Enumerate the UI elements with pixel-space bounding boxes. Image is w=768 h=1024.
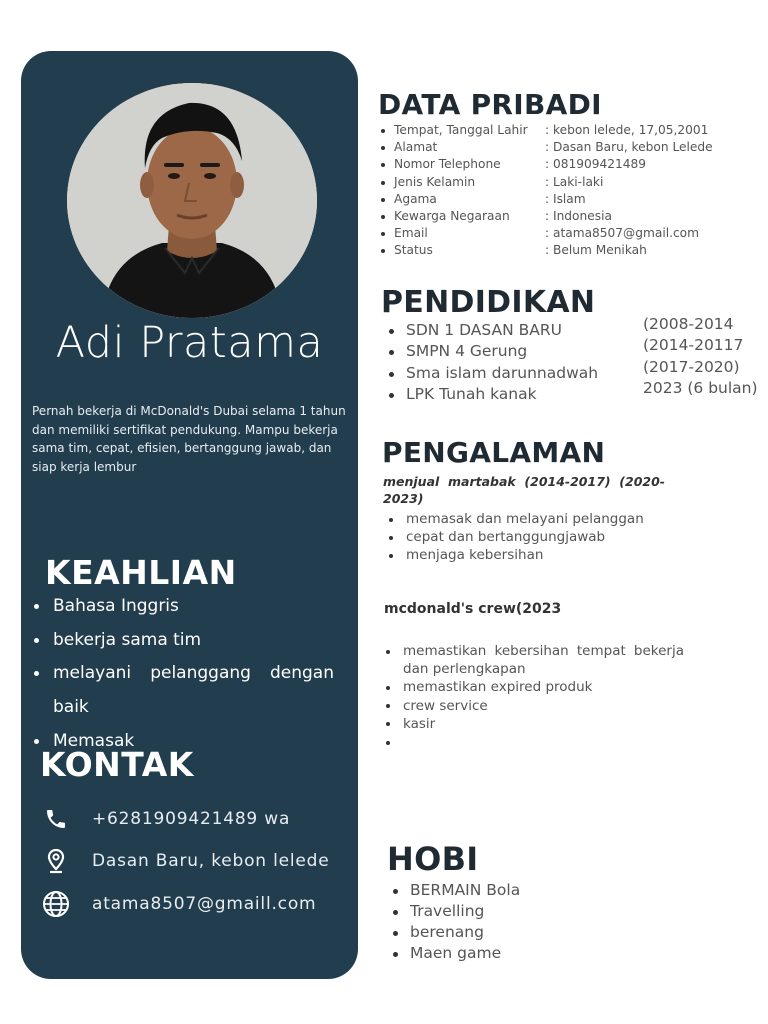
personal-data-value: : Laki-laki <box>545 174 604 189</box>
personal-data-value: : Dasan Baru, kebon Lelede <box>545 140 713 155</box>
job-duties-list <box>389 510 689 565</box>
skills-heading: KEAHLIAN <box>45 553 237 592</box>
job-duty: memastikan expired produk <box>386 678 684 696</box>
personal-data-label: Agama <box>394 191 437 206</box>
hobby-item: Maen game <box>393 943 520 964</box>
skill-item: Bahasa Inggris <box>34 590 334 624</box>
job-duty: cepat dan bertanggungjawab <box>389 528 689 546</box>
contact-address <box>42 846 352 876</box>
personal-data-label: Alamat <box>394 140 438 155</box>
hobby-item: Travelling <box>393 901 520 922</box>
job-title: mcdonald's crew(2023 <box>384 601 562 617</box>
contact-phone-text: +6281909421489 wa <box>92 809 291 829</box>
job-duty: memasak dan melayani pelanggan <box>389 510 689 528</box>
personal-data-list <box>380 122 740 260</box>
contact-email[interactable] <box>42 889 352 919</box>
education-years <box>643 314 758 399</box>
contact-address-text: Dasan Baru, kebon lelede <box>92 851 330 871</box>
education-item: Sma islam darunnadwah <box>388 363 598 384</box>
education-year: 2023 (6 bulan) <box>643 378 758 397</box>
profile-photo <box>67 83 317 318</box>
personal-data-label: Jenis Kelamin <box>394 174 476 189</box>
job-duty: menjaga kebersihan <box>389 546 689 564</box>
personal-data-value: : kebon lelede, 17,05,2001 <box>545 123 709 137</box>
job-title: menjual martabak (2014-2017) (2020-2023) <box>383 474 665 506</box>
education-heading: PENDIDIKAN <box>381 285 596 320</box>
contact-phone[interactable] <box>42 804 352 834</box>
profile-name: Adi Pratama <box>55 318 324 368</box>
education-year: (2008-2014 <box>643 315 734 333</box>
job-duties-list <box>386 642 684 751</box>
personal-data-row <box>380 122 740 139</box>
hobby-heading: HOBI <box>387 840 479 878</box>
personal-data-row <box>380 191 740 208</box>
personal-data-row <box>380 208 740 225</box>
personal-data-value: : Belum Menikah <box>545 243 647 258</box>
personal-data-row <box>380 156 740 173</box>
experience-heading: PENGALAMAN <box>382 436 606 469</box>
personal-data-row <box>380 174 740 191</box>
profile-summary: Pernah bekerja di McDonald's Dubai selama 1 tahun dan memiliki sertifikat pendukung. Mampu bekerja sama tim, cepat, efisien, bertanggung jawab, dan siap kerja lembur <box>32 404 346 474</box>
personal-data-label: Kewarga Negaraan <box>394 208 510 223</box>
hobby-item: berenang <box>393 922 520 943</box>
skills-list <box>34 590 334 759</box>
location-pin-icon <box>42 847 70 875</box>
education-year: (2017-2020) <box>643 357 740 376</box>
personal-data-row <box>380 242 740 259</box>
education-item: SMPN 4 Gerung <box>388 341 598 362</box>
skill-item: melayani pelanggang dengan baik <box>34 657 334 724</box>
personal-data-label: Email <box>394 226 428 241</box>
personal-data-heading: DATA PRIBADI <box>378 88 602 121</box>
education-item: LPK Tunah kanak <box>388 384 598 405</box>
job-duty: memastikan kebersihan tempat bekerja dan perlengkapan <box>386 642 684 678</box>
phone-icon <box>42 805 70 833</box>
job-duty: crew service <box>386 697 684 715</box>
personal-data-value: : 081909421489 <box>545 157 647 172</box>
skill-item: bekerja sama tim <box>34 624 334 658</box>
education-item: SDN 1 DASAN BARU <box>388 320 598 341</box>
job-duty: kasir <box>386 715 684 733</box>
education-list <box>388 320 598 405</box>
personal-data-value: : atama8507@gmail.com <box>545 226 699 241</box>
globe-icon <box>42 890 70 918</box>
personal-data-label: Tempat, Tanggal Lahir <box>394 123 528 137</box>
contact-email-text: atama8507@gmaill.com <box>92 894 317 914</box>
skill-item: Memasak <box>34 725 334 759</box>
personal-data-value: : Islam <box>545 191 586 206</box>
personal-data-label: Status <box>394 243 433 258</box>
personal-data-row <box>380 225 740 242</box>
personal-data-label: Nomor Telephone <box>394 157 501 172</box>
contact-heading: KONTAK <box>40 745 194 784</box>
personal-data-value: : Indonesia <box>545 208 612 223</box>
education-year: (2014-20117 <box>643 336 744 355</box>
hobby-item: BERMAIN Bola <box>393 880 520 901</box>
personal-data-row <box>380 139 740 156</box>
job-duty <box>386 733 684 751</box>
hobby-list <box>393 880 520 964</box>
